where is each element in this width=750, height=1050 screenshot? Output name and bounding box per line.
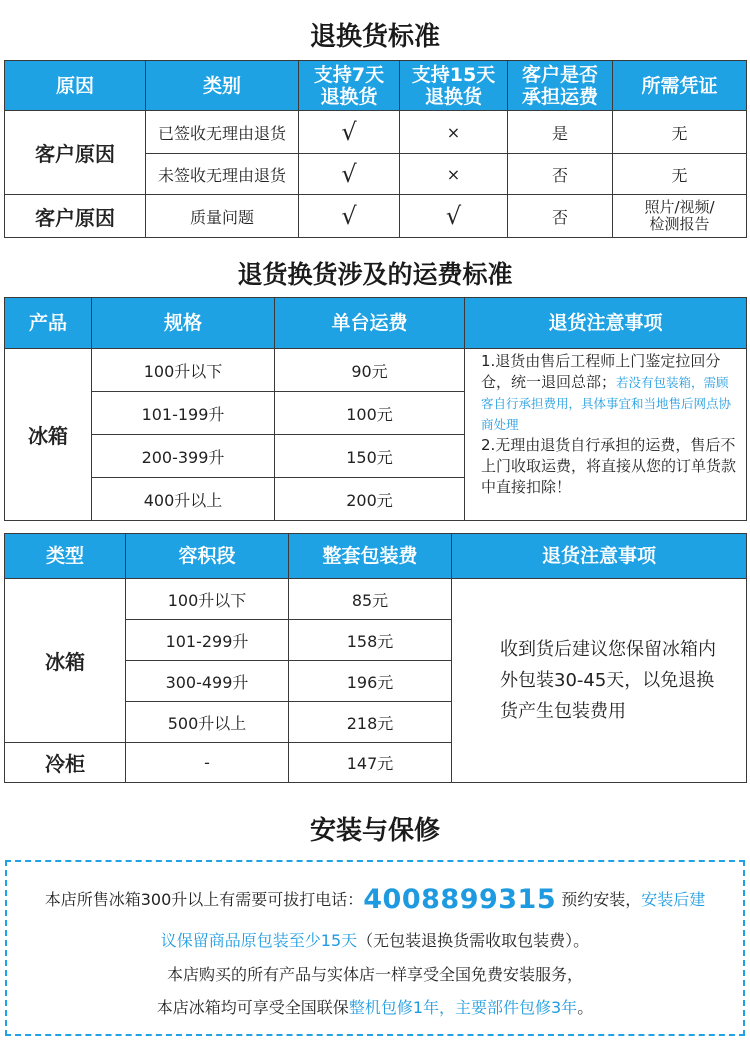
product-cell: 冰箱 — [5, 349, 92, 521]
volume-cell: 500升以上 — [126, 702, 289, 743]
install-line-1 — [7, 884, 743, 915]
cross-icon: × — [400, 154, 508, 195]
fee-cell: 否 — [508, 154, 613, 195]
install-text: （无包装退换货需收取包装费）。 — [357, 931, 590, 950]
category-cell: 质量问题 — [146, 195, 299, 238]
table-row — [5, 579, 747, 620]
notes-part1: 1.退货由售后工程师上门鉴定拉回分仓，统一退回总部； — [481, 352, 721, 391]
spec-cell: 200-399升 — [92, 435, 275, 478]
check-icon: √ — [299, 195, 400, 238]
header-spec: 规格 — [92, 298, 275, 349]
section1-title: 退换货标准 — [309, 22, 440, 52]
fee-cell: 是 — [508, 111, 613, 154]
header-reason: 原因 — [5, 61, 146, 111]
spec-cell: 100升以下 — [92, 349, 275, 392]
warranty-text: 。 — [577, 998, 594, 1017]
check-icon: √ — [299, 111, 400, 154]
notes-part2: 2.无理由退货自行承担的运费，售后不上门收取运费，将直接从您的订单货款中直接扣除！ — [481, 436, 737, 496]
header-notes: 退货注意事项 — [465, 298, 747, 349]
return-notes — [465, 349, 747, 521]
header-volume: 容积段 — [126, 534, 289, 579]
packaging-notes: 收到货后建议您保留冰箱内外包装30-45天，以免退换货产生包装费用 — [452, 579, 747, 783]
fee-cell: 150元 — [275, 435, 465, 478]
volume-cell: 101-299升 — [126, 620, 289, 661]
header-fee: 客户是否 承担运费 — [508, 61, 613, 111]
install-highlight: 安装后建 — [641, 890, 706, 909]
fee-cell: 否 — [508, 195, 613, 238]
volume-cell: - — [126, 743, 289, 783]
fee-cell: 100元 — [275, 392, 465, 435]
shipping-fee-table — [4, 297, 747, 521]
header-unit-fee: 单台运费 — [275, 298, 465, 349]
section4-title: 安装与保修 — [309, 816, 440, 846]
proof-cell: 无 — [613, 111, 747, 154]
install-warranty-box — [5, 860, 745, 1036]
notes-part1-highlight: 若没有包装箱，需顾客自行承担费用，具体事宜和当地售后网点协商处理 — [481, 375, 732, 432]
header-package-fee: 整套包装费 — [289, 534, 452, 579]
section2-title: 退货换货涉及的运费标准 — [237, 260, 513, 289]
table-row — [5, 195, 747, 238]
proof-cell: 无 — [613, 154, 747, 195]
reason-cell: 客户原因 — [5, 195, 146, 238]
fee-cell: 218元 — [289, 702, 452, 743]
fee-cell: 200元 — [275, 478, 465, 521]
install-highlight: 议保留商品原包装至少15天 — [160, 931, 358, 950]
type-cell: 冰箱 — [5, 579, 126, 743]
check-icon: √ — [299, 154, 400, 195]
volume-cell: 300-499升 — [126, 661, 289, 702]
header-category: 类别 — [146, 61, 299, 111]
install-text: 本店所售冰箱300升以上有需要可拔打电话： — [44, 890, 364, 909]
header-notes: 退货注意事项 — [452, 534, 747, 579]
spec-cell: 400升以上 — [92, 478, 275, 521]
cross-icon: × — [400, 111, 508, 154]
install-line-2 — [7, 928, 743, 951]
install-line-3: 本店购买的所有产品与实体店一样享受全国免费安装服务， — [166, 965, 583, 984]
proof-cell: 照片/视频/ 检测报告 — [613, 195, 747, 238]
table-row — [5, 349, 747, 392]
install-text: 预约安装， — [561, 890, 642, 909]
reason-cell: 客户原因 — [5, 111, 146, 195]
fee-cell: 158元 — [289, 620, 452, 661]
phone-number: 4008899315 — [363, 884, 557, 915]
install-line-4 — [7, 995, 743, 1018]
warranty-text: 本店冰箱均可享受全国联保 — [156, 998, 349, 1017]
fee-cell: 147元 — [289, 743, 452, 783]
fee-cell: 85元 — [289, 579, 452, 620]
return-standard-table — [4, 60, 747, 238]
category-cell: 已签收无理由退货 — [146, 111, 299, 154]
header-product: 产品 — [5, 298, 92, 349]
fee-cell: 90元 — [275, 349, 465, 392]
check-icon: √ — [400, 195, 508, 238]
packaging-fee-table — [4, 533, 747, 783]
warranty-highlight: 整机包修1年，主要部件包修3年 — [348, 998, 578, 1017]
header-type: 类型 — [5, 534, 126, 579]
type-cell: 冷柜 — [5, 743, 126, 783]
category-cell: 未签收无理由退货 — [146, 154, 299, 195]
fee-cell: 196元 — [289, 661, 452, 702]
header-proof: 所需凭证 — [613, 61, 747, 111]
spec-cell: 101-199升 — [92, 392, 275, 435]
table-row — [5, 111, 747, 154]
header-15day: 支持15天 退换货 — [400, 61, 508, 111]
header-7day: 支持7天 退换货 — [299, 61, 400, 111]
volume-cell: 100升以下 — [126, 579, 289, 620]
